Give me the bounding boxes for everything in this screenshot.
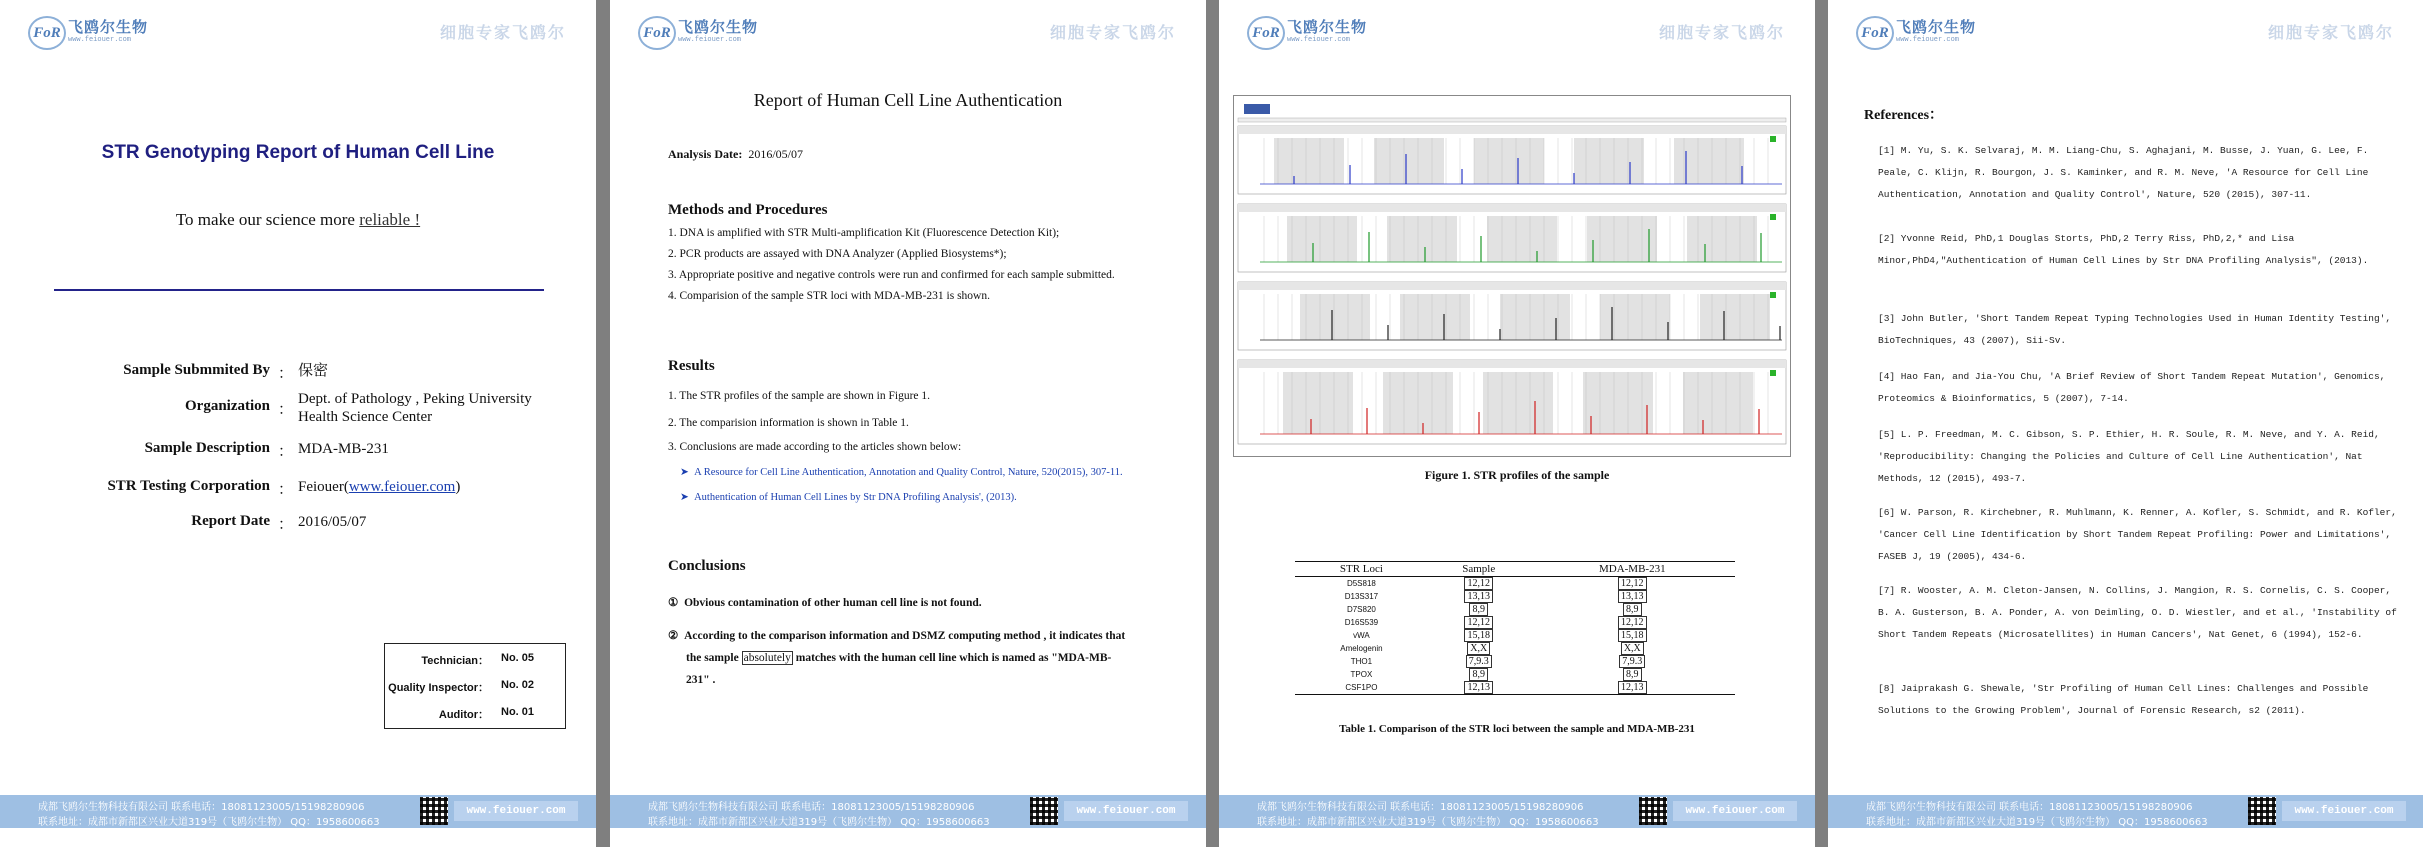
list-item: 2. The comparision information is shown in Table 1.	[668, 417, 909, 429]
panel-title-bar	[1238, 204, 1786, 212]
field-value	[298, 478, 548, 496]
logo-mark: FoR	[638, 16, 676, 50]
company-logo	[1856, 14, 1996, 48]
tagline	[0, 210, 596, 230]
conclusions-heading: Conclusions	[668, 558, 746, 574]
qr-code-icon	[420, 797, 448, 825]
tagline-text: To make our science more	[175, 210, 360, 229]
analysis-date	[668, 147, 803, 162]
logo-company-name: 飞鸥尔生物	[1896, 18, 1977, 36]
str-electropherogram-figure	[1233, 95, 1791, 457]
sample-cell	[1428, 577, 1530, 591]
list-item: 2. PCR products are assayed with DNA Analyzer (Applied Biosystems*);	[668, 248, 1007, 260]
allele-value: 12,12	[1618, 577, 1647, 590]
allele-bin	[1400, 294, 1470, 340]
allele-bin	[1487, 216, 1557, 262]
results-heading: Results	[668, 358, 715, 374]
logo-company-name: 飞鸥尔生物	[68, 18, 149, 36]
footer-website[interactable]: www.feiouer.com	[454, 801, 578, 821]
allele-bin	[1274, 138, 1344, 184]
allele-value: 12,13	[1618, 681, 1647, 694]
allele-bin	[1287, 216, 1357, 262]
reference-item: [7] R. Wooster, A. M. Cleton-Jansen, N. Collins, J. Mangion, R. S. Cornelis, C. S. Cooper, B. A. Gusterson, B. A. Ponder, A. von Deimling, O. D. Wiestler, and et al., 'Instability of Short Tandem Repeats (Microsatellites) in Human Cancers', Nat Genet, 6 (1994), 152-6.	[1878, 585, 2397, 640]
allele-value: 12,12	[1464, 577, 1493, 590]
electropherogram-image	[1234, 96, 1790, 456]
page-footer	[1828, 795, 2423, 828]
conclusion-2	[668, 625, 1188, 691]
locus-cell: D5S818	[1346, 579, 1376, 588]
allele-bin	[1387, 216, 1457, 262]
status-icon	[1770, 370, 1776, 376]
analysis-date-value: 2016/05/07	[748, 147, 804, 161]
article-item	[668, 491, 1123, 512]
field-colon: ：	[278, 366, 294, 382]
logo-website: www.feiouer.com	[1896, 36, 1960, 44]
field-value: Dept. of Pathology , Peking University Health Science Center	[298, 391, 532, 425]
locus-cell: CSF1PO	[1295, 681, 1428, 695]
methods-heading: Methods and Procedures	[668, 202, 828, 218]
allele-bin	[1683, 372, 1753, 434]
reference-item: [1] M. Yu, S. K. Selvaraj, M. M. Liang-Chu, S. Aghajani, M. Busse, J. Yuan, G. Lee, F. Peale, C. Klijn, R. Bourgon, J. S. Kaminker, and R. M. Neve, 'A Resource for Cell Line Authentication, Annotation and Quality Control', Nature, 520 (2015), 307-11.	[1878, 145, 2369, 200]
qr-code-icon	[1639, 797, 1667, 825]
allele-value: X,X	[1467, 642, 1490, 655]
reference-item: [8] Jaiprakash G. Shewale, 'Str Profiling of Human Cell Lines: Challenges and Possible Solutions to the Growing Problem', Journal of Forensic Research, s2 (2011).	[1878, 683, 2369, 716]
page-4	[1828, 0, 2423, 847]
status-icon	[1770, 214, 1776, 220]
list-item: 3. Conclusions are made according to the articles shown below:	[668, 441, 962, 453]
article-item	[668, 466, 1123, 491]
list-item: 4. Comparision of the sample STR loci with MDA-MB-231 is shown.	[668, 290, 990, 302]
footer-address-qq: 联系地址：成都市新都区兴业大道319号（飞鸥尔生物） QQ：1958600663	[38, 817, 380, 828]
field-label: Sample Description	[144, 440, 270, 456]
signature-label: Technician：	[421, 655, 489, 667]
field-label: STR Testing Corporation	[107, 478, 270, 494]
footer-company-phone: 成都飞鸥尔生物科技有限公司 联系电话：18081123005/15198280906	[648, 802, 975, 813]
references-heading: References：	[1864, 108, 1944, 123]
footer-address-qq: 联系地址：成都市新都区兴业大道319号（飞鸥尔生物） QQ：1958600663	[1257, 817, 1599, 828]
page-footer	[0, 795, 596, 828]
allele-bin	[1474, 138, 1544, 184]
signature-value: No. 02	[501, 679, 535, 691]
footer-website[interactable]: www.feiouer.com	[1064, 801, 1188, 821]
header-slogan: 细胞专家飞鸥尔	[439, 23, 566, 42]
analysis-date-label: Analysis Date:	[668, 147, 743, 161]
allele-bin	[1574, 138, 1644, 184]
logo-website: www.feiouer.com	[68, 36, 132, 44]
allele-bin	[1587, 216, 1657, 262]
table-header-row	[1295, 562, 1735, 577]
header-slogan: 细胞专家飞鸥尔	[1049, 23, 1176, 42]
logo-mark: FoR	[1856, 16, 1894, 50]
corp-close: )	[455, 479, 461, 495]
reference-cell	[1530, 655, 1735, 668]
allele-value: 15,18	[1464, 629, 1493, 642]
methods-list	[668, 227, 1115, 311]
conclusion-line	[668, 625, 1188, 647]
table-row	[1295, 681, 1735, 695]
sample-cell	[1428, 603, 1530, 616]
page-3	[1219, 0, 1815, 847]
allele-value: 13,13	[1464, 590, 1493, 603]
company-logo	[28, 14, 168, 48]
page-1	[0, 0, 596, 847]
reference-cell	[1530, 642, 1735, 655]
field-colon: ：	[278, 444, 294, 460]
table-row	[1295, 577, 1735, 591]
field-value: MDA-MB-231	[298, 441, 389, 457]
table-row	[1295, 642, 1735, 655]
bullet-arrow-icon: ➤	[680, 492, 695, 503]
conclusion-text: Obvious contamination of other human cell line is not found.	[684, 597, 982, 609]
footer-company-phone: 成都飞鸥尔生物科技有限公司 联系电话：18081123005/15198280906	[1257, 802, 1584, 813]
reference-cell	[1530, 681, 1735, 695]
table-row	[1295, 590, 1735, 603]
allele-value: 7,9.3	[1619, 655, 1645, 668]
reference-cell	[1530, 616, 1735, 629]
allele-value: 8,9	[1623, 668, 1642, 681]
corp-website-link[interactable]: www.feiouer.com	[348, 479, 456, 495]
conclusion-line: 231" .	[686, 674, 716, 686]
panel-title-bar	[1238, 282, 1786, 290]
reference-cell	[1530, 603, 1735, 616]
signature-label: Auditor：	[438, 709, 489, 721]
sample-cell	[1428, 642, 1530, 655]
allele-value: 12,12	[1618, 616, 1647, 629]
tagline-emphasis: reliable !	[359, 210, 421, 229]
locus-cell: TPOX	[1350, 670, 1373, 679]
allele-value: 8,9	[1469, 668, 1488, 681]
footer-address-qq: 联系地址：成都市新都区兴业大道319号（飞鸥尔生物） QQ：1958600663	[1866, 817, 2208, 828]
allele-bin	[1483, 372, 1553, 434]
header-slogan: 细胞专家飞鸥尔	[1658, 23, 1785, 42]
allele-bin	[1583, 372, 1653, 434]
list-item: 1. DNA is amplified with STR Multi-amplification Kit (Fluorescence Detection Kit);	[668, 227, 1060, 239]
table-row	[1295, 603, 1735, 616]
page-footer	[1219, 795, 1815, 828]
circled-number-icon: ②	[668, 630, 685, 642]
reference-item: [6] W. Parson, R. Kirchebner, R. Muhlmann, K. Renner, A. Kofler, S. Schmidt, and R. Kofler, 'Cancer Cell Line Identification by Short Tandem Repeat Profiling: Power and Limitations', FASEB J, 19 (2005), 434-6.	[1878, 507, 2397, 562]
table-row	[1295, 616, 1735, 629]
page-header	[0, 0, 596, 58]
page-2	[610, 0, 1206, 847]
reference-cell	[1530, 577, 1735, 591]
reference-item: [4] Hao Fan, and Jia-You Chu, 'A Brief Review of Short Tandem Repeat Mutation', Genomics, Proteomics & Bioinformatics, 5 (2007), 7-14.	[1878, 371, 2386, 404]
conclusion-text: According to the comparison information and DSMZ computing method , it indicates that	[684, 630, 1126, 642]
allele-bin	[1283, 372, 1353, 434]
field-colon: ：	[278, 402, 294, 418]
signature-value: No. 01	[501, 706, 535, 718]
logo-company-name: 飞鸥尔生物	[1287, 18, 1368, 36]
boxed-word: absolutely	[743, 652, 791, 664]
panel-title-bar	[1238, 360, 1786, 368]
locus-cell: D13S317	[1344, 592, 1379, 601]
allele-bin	[1374, 138, 1444, 184]
allele-value: 13,13	[1618, 590, 1647, 603]
footer-website[interactable]: www.feiouer.com	[1673, 801, 1797, 821]
field-colon: ：	[278, 482, 294, 498]
locus-cell: D7S820	[1346, 605, 1376, 614]
sample-cell	[1428, 616, 1530, 629]
field-label: Report Date	[191, 513, 270, 529]
report-title: STR Genotyping Report of Human Cell Line	[101, 142, 495, 163]
str-loci-table	[1295, 561, 1735, 695]
allele-value: 8,9	[1469, 603, 1488, 616]
field-label: Sample Submmited By	[123, 362, 270, 378]
header-slogan: 细胞专家飞鸥尔	[2267, 23, 2394, 42]
allele-bin	[1500, 294, 1570, 340]
report-title: Report of Human Cell Line Authentication	[753, 90, 1063, 110]
footer-address-qq: 联系地址：成都市新都区兴业大道319号（飞鸥尔生物） QQ：1958600663	[648, 817, 990, 828]
allele-bin	[1687, 216, 1757, 262]
company-logo	[638, 14, 778, 48]
allele-bin	[1600, 294, 1670, 340]
column-header: Sample	[1428, 562, 1530, 577]
column-header: MDA-MB-231	[1530, 562, 1735, 577]
reference-item: [2] Yvonne Reid, PhD,1 Douglas Storts, PhD,2 Terry Riss, PhD,2,* and Lisa Minor,PhD4,"Authentication of Human Cell Lines by Str DNA Profiling Analysis", (2013).	[1878, 233, 2369, 266]
page-footer	[610, 795, 1206, 828]
reference-cell	[1530, 668, 1735, 681]
allele-value: 7,9.3	[1466, 655, 1492, 668]
allele-bin	[1674, 138, 1744, 184]
table-row	[1295, 655, 1735, 668]
field-label: Organization	[185, 398, 270, 414]
field-colon: ：	[278, 517, 294, 533]
footer-website[interactable]: www.feiouer.com	[2282, 801, 2406, 821]
sample-cell	[1428, 655, 1530, 668]
page-header	[610, 0, 1206, 58]
allele-value: 12,13	[1464, 681, 1493, 694]
footer-company-phone: 成都飞鸥尔生物科技有限公司 联系电话：18081123005/15198280906	[1866, 802, 2193, 813]
qr-code-icon	[1030, 797, 1058, 825]
conclusion-text: the sample	[686, 652, 742, 664]
circled-number-icon: ①	[668, 597, 685, 609]
allele-value: 8,9	[1623, 603, 1642, 616]
company-logo	[1247, 14, 1387, 48]
title-divider	[54, 289, 544, 291]
panel-toolbar	[1238, 118, 1786, 122]
sample-cell	[1428, 668, 1530, 681]
logo-company-name: 飞鸥尔生物	[678, 18, 759, 36]
allele-value: 12,12	[1464, 616, 1493, 629]
locus-cell: Amelogenin	[1340, 644, 1383, 653]
logo-website: www.feiouer.com	[1287, 36, 1351, 44]
table-row	[1295, 629, 1735, 642]
sample-cell	[1428, 681, 1530, 695]
signature-value: No. 05	[501, 652, 535, 664]
results-list	[668, 390, 1123, 512]
list-item: 1. The STR profiles of the sample are shown in Figure 1.	[668, 390, 931, 402]
locus-cell: D16S539	[1344, 618, 1379, 627]
instrument-logo-icon	[1244, 104, 1270, 114]
logo-mark: FoR	[28, 16, 66, 50]
allele-bin	[1300, 294, 1370, 340]
status-icon	[1770, 292, 1776, 298]
conclusion-1	[668, 592, 982, 614]
table-body	[1295, 577, 1735, 695]
page-header	[1219, 0, 1815, 58]
sample-cell	[1428, 629, 1530, 642]
logo-mark: FoR	[1247, 16, 1285, 50]
list-item: 3. Appropriate positive and negative controls were run and confirmed for each sample submitted.	[668, 269, 1115, 281]
table-caption: Table 1. Comparison of the STR loci between the sample and MDA-MB-231	[1339, 723, 1695, 735]
field-value: 2016/05/07	[298, 514, 367, 530]
signature-label: Quality Inspector：	[388, 682, 489, 694]
panel-title-bar	[1238, 126, 1786, 134]
logo-website: www.feiouer.com	[678, 36, 742, 44]
locus-cell: vWA	[1353, 631, 1370, 640]
reference-item: [3] John Butler, 'Short Tandem Repeat Typing Technologies Used in Human Identity Testing', BioTechniques, 43 (2007), Sii-Sv.	[1878, 313, 2392, 346]
allele-value: X,X	[1621, 642, 1644, 655]
locus-cell: THO1	[1350, 657, 1373, 666]
reference-cell	[1530, 629, 1735, 642]
status-icon	[1770, 136, 1776, 142]
page-header	[1828, 0, 2423, 58]
column-header: STR Loci	[1295, 562, 1428, 577]
allele-value: 15,18	[1618, 629, 1647, 642]
reference-item: [5] L. P. Freedman, M. C. Gibson, S. P. Ethier, H. R. Soule, R. M. Neve, and Y. A. Reid, 'Reproducibility: Changing the Policies and Culture of Cell Line Authentication', Nat Methods, 12 (2015), 493-7.	[1878, 429, 2380, 484]
article-link[interactable]: Authentication of Human Cell Lines by Str DNA Profiling Analysis', (2013).	[694, 492, 1017, 503]
conclusion-line	[668, 647, 1188, 669]
table-row	[1295, 668, 1735, 681]
field-value: 保密	[298, 363, 329, 379]
allele-bin	[1700, 294, 1770, 340]
conclusion-text: matches with the human cell line which is named as "MDA-MB-	[792, 652, 1112, 664]
figure-caption: Figure 1. STR profiles of the sample	[1424, 468, 1610, 482]
qr-code-icon	[2248, 797, 2276, 825]
bullet-arrow-icon: ➤	[680, 467, 695, 478]
corp-name: Feiouer(	[298, 479, 349, 495]
reference-cell	[1530, 590, 1735, 603]
sample-cell	[1428, 590, 1530, 603]
footer-company-phone: 成都飞鸥尔生物科技有限公司 联系电话：18081123005/15198280906	[38, 802, 365, 813]
signature-box	[384, 643, 566, 729]
article-link[interactable]: A Resource for Cell Line Authentication, Annotation and Quality Control, Nature, 520(2015), 307-11.	[694, 467, 1123, 478]
